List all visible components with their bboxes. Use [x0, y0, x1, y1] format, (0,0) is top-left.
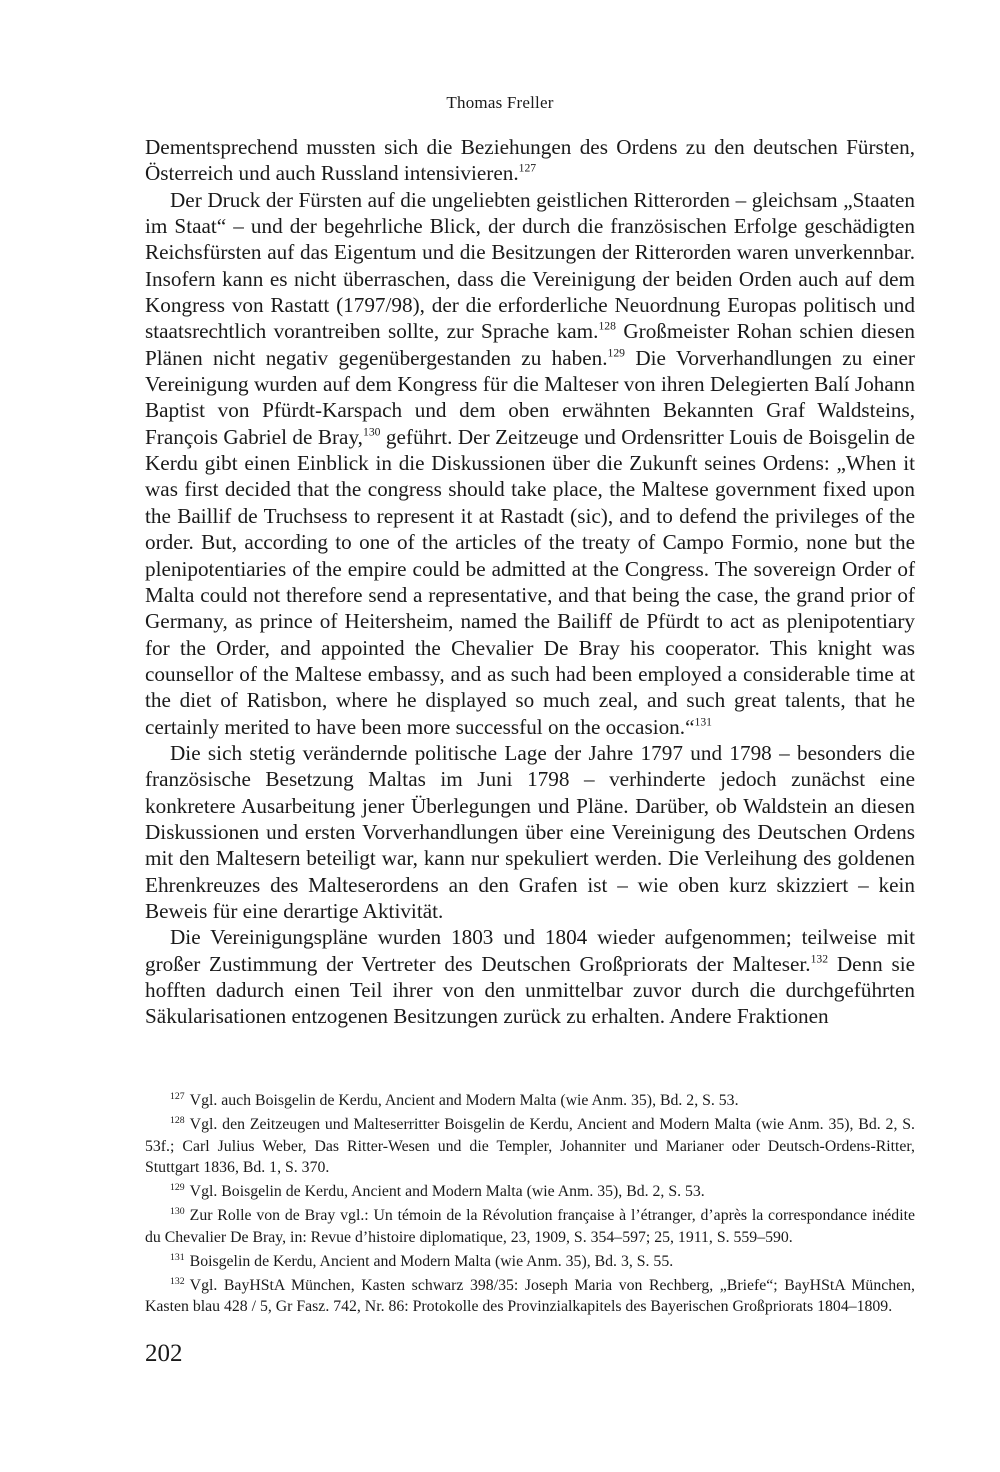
- paragraph-text: Großmeister Rohan schien diesen Plänen nicht negativ gegenübergestanden zu haben.: [145, 319, 915, 370]
- footnote: [145, 1205, 915, 1248]
- paragraph-text: Die Vorverhandlungen zu einer Vereinigung wurden auf dem Kongress für die Malteser von ihren Delegierten Balí Johann Baptist von Pfürdt-Karspach und dem oben erwähnten Bekannten Graf Waldsteins, François Gabriel de Bray,: [145, 345, 915, 449]
- footnote-number: 130: [170, 1206, 185, 1218]
- footnote-text: Boisgelin de Kerdu, Ancient and Modern Malta (wie Anm. 35), Bd. 3, S. 55.: [189, 1252, 674, 1270]
- paragraph-1: [145, 134, 915, 187]
- footnote-ref[interactable]: 127: [518, 161, 537, 175]
- footnote-ref[interactable]: 132: [810, 951, 829, 965]
- footnote-ref[interactable]: 129: [607, 346, 625, 360]
- footnote-ref[interactable]: 130: [362, 425, 381, 439]
- paragraph-text: Der Druck der Fürsten auf die ungeliebten geistlichen Ritterorden – gleichsam „Staaten im Staat“ – und der begehrliche Blick, der durch die französischen Erfolge geschädigten Reichsfürsten auf das Eigentum und die Besitzungen der Ritterorden waren unverkennbar. Insofern kann es nicht überraschen, dass die Vereinigung der beiden Orden auch auf dem Kongress von Rastatt (1797/98), der die erforderliche Neuordnung Europas politisch und staatsrechtlich vorantreiben sollte, zur Sprache kam.: [145, 187, 915, 344]
- paragraph-text: Die Vereinigungspläne wurden 1803 und 1804 wieder aufgenommen; teilweise mit großer Zustimmung der Vertreter des Deutschen Großpriorats der Malteser.: [145, 925, 915, 976]
- paragraph-text: Dementsprechend mussten sich die Beziehungen des Ordens zu den deutschen Fürsten, Österreich und auch Russland intensivieren.: [145, 135, 915, 186]
- paragraph-text: Denn sie hofften dadurch einen Teil ihrer von den unmittelbar zuvor durch die durchgeführten Säkularisationen entzogenen Besitzungen zurück zu erhalten. Andere Fraktionen: [145, 951, 916, 1029]
- page-number: 202: [145, 1340, 183, 1367]
- running-title: Thomas Freller: [446, 93, 554, 112]
- footnote: [145, 1275, 915, 1318]
- footnote-text: Vgl. den Zeitzeugen und Malteserritter Boisgelin de Kerdu, Ancient and Modern Malta (wie Anm. 35), Bd. 2, S. 53f.; Carl Julius Weber, Das Ritter-Wesen und die Templer, Johanniter und Marianer oder Deutsch-Ordens-Ritter, Stuttgart 1836, Bd. 1, S. 370.: [145, 1116, 915, 1176]
- footnote: [145, 1251, 915, 1273]
- footnote-text: Vgl. BayHStA München, Kasten schwarz 398/35: Joseph Maria von Rechberg, „Briefe“; BayHStA München, Kasten blau 428 / 5, Gr Fasz. 742, Nr. 86: Protokolle des Provinzialkapitels des Bayerischen Großpriorats 1804–1809.: [145, 1276, 915, 1315]
- paragraph-4: [145, 924, 915, 1029]
- footnote-number: 129: [170, 1182, 185, 1194]
- footnote-number: 132: [170, 1275, 185, 1287]
- paragraph-3: [145, 740, 915, 924]
- footnote-ref[interactable]: 131: [694, 714, 712, 728]
- footnote-number: 128: [170, 1115, 185, 1127]
- footnote: [145, 1181, 915, 1203]
- footnote-number: 131: [170, 1251, 185, 1263]
- footnote-ref[interactable]: 128: [598, 319, 616, 333]
- footnote-text: Zur Rolle von de Bray vgl.: Un témoin de la Révolution française à l’étranger, d’après la correspondance inédite du Chevalier De Bray, in: Revue d’histoire diplomatique, 23, 1909, S. 354–597; 25, 1911, S. 559–590.: [145, 1207, 915, 1246]
- footnote: [145, 1114, 915, 1179]
- main-text: [145, 134, 915, 1030]
- paragraph-text: Die sich stetig verändernde politische Lage der Jahre 1797 und 1798 – besonders die französische Besetzung Maltas im Juni 1798 – verhinderte jedoch zunächst eine konkretere Ausarbeitung jener Überlegungen und Pläne. Darüber, ob Waldstein an diesen Diskussionen und ersten Vorverhandlungen über eine Vereinigung des Deutschen Ordens mit den Maltesern beteiligt war, kann nur spekuliert werden. Die Verleihung des goldenen Ehrenkreuzes des Malteserordens an den Grafen ist – wie oben kurz skizziert – kein Beweis für eine derartige Aktivität.: [145, 740, 915, 923]
- footnote-text: Vgl. Boisgelin de Kerdu, Ancient and Modern Malta (wie Anm. 35), Bd. 2, S. 53.: [189, 1183, 705, 1200]
- paragraph-text: geführt. Der Zeitzeuge und Ordensritter Louis de Boisgelin de Kerdu gibt einen Einblick in die Diskussionen über die Zukunft seines Ordens: „When it was first decided that the congress should take place, the Maltese government fixed upon the Baillif de Truchsess to represent it at Rastadt (sic), and to defend the privileges of the order. But, according to one of the articles of the treaty of Campo Formio, none but the plenipotentiaries of the empire could be admitted at the Congress. The sovereign Order of Malta could not therefore send a representative, and that being the case, the grand prior of Germany, as prince of Heitersheim, named the Bailiff de Pfürdt to act as plenipotentiary for the Order, and appointed the Chevalier De Bray his cooperator. This knight was counsellor of the Maltese embassy, and as such had been employed a considerable time at the diet of Ratisbon, where he displayed so much zeal, and such great talents, that he certainly merited to have been more successful on the occasion.“: [145, 424, 915, 739]
- footnote: [145, 1090, 915, 1112]
- footnote-text: Vgl. auch Boisgelin de Kerdu, Ancient and Modern Malta (wie Anm. 35), Bd. 2, S. 53.: [189, 1092, 739, 1109]
- footnotes: [145, 1090, 915, 1320]
- paragraph-2: [145, 187, 915, 740]
- footnote-number: 127: [170, 1091, 185, 1103]
